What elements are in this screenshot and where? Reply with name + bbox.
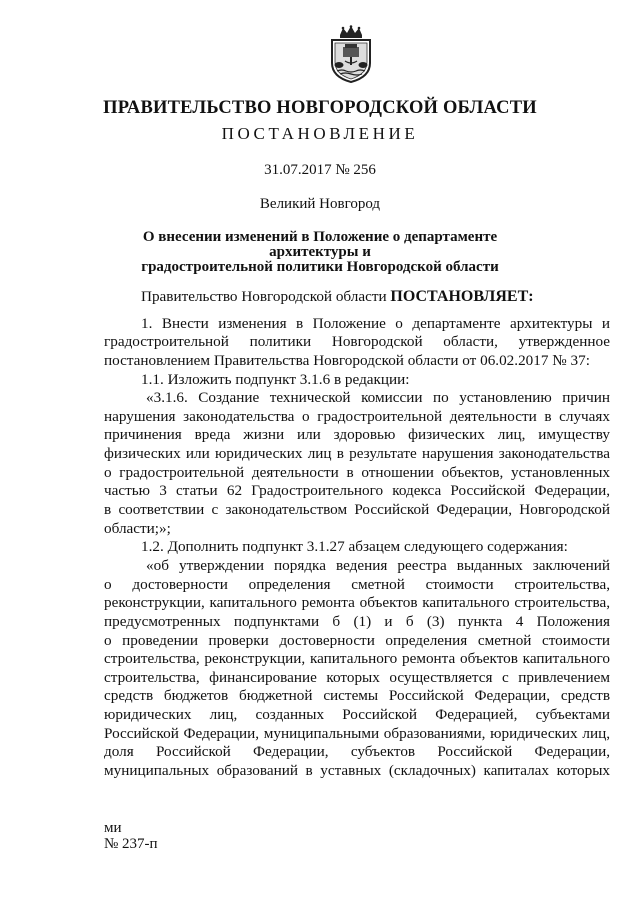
body-line: средств бюджетов бюджетной системы Российской Федерации, средств [104, 687, 610, 705]
footer-initials: ми [104, 820, 122, 836]
body-line: области;»; [104, 519, 171, 537]
body-line: градостроительной политики Новгородской области, утвержденное [104, 333, 610, 351]
document-type: ПОСТАНОВЛЕНИЕ [221, 124, 419, 143]
body-line: нарушения законодательства о градостроительной деятельности в случаях [104, 407, 610, 425]
subject-line: О внесении изменений в Положение о департаменте архитектуры и [142, 229, 498, 260]
footer-number: № 237-п [104, 836, 158, 852]
document-body [104, 288, 610, 781]
document-footer [104, 820, 158, 852]
body-line: строительства, финансирование которых осуществляется с привлечением [104, 668, 610, 686]
body-line: юридических лиц, созданных Российской Федерацией, субъектами [104, 706, 610, 724]
body-line: постановлением Правительства Новгородской области от 06.02.2017 № 37: [104, 351, 590, 369]
subject-line: градостроительной политики Новгородской области [141, 259, 499, 275]
body-line: о достоверности определения сметной стоимости строительства, [104, 575, 610, 593]
preamble-decree: ПОСТАНОВЛЯЕТ: [390, 288, 534, 305]
document-date-number: 31.07.2017 № 256 [264, 162, 376, 178]
government-title: ПРАВИТЕЛЬСТВО НОВГОРОДСКОЙ ОБЛАСТИ [103, 98, 537, 118]
body-line: муниципальных образований в уставных (складочных) капиталах которых [104, 762, 610, 780]
body-line: в соответствии с законодательством Российской Федерации, Новгородской [104, 501, 610, 519]
body-line: 1. Внести изменения в Положение о департаменте архитектуры и [141, 314, 610, 332]
body-line: предусмотренных подпунктами б (1) и б (3) пункта 4 Положения [104, 612, 610, 630]
body-line: о проведении проверки достоверности определения сметной стоимости [104, 631, 610, 649]
body-line: причинения вреда жизни или здоровью физических лиц, имуществу [104, 426, 610, 444]
body-line: «3.1.6. Создание технической комиссии по установлению причин [146, 389, 610, 407]
body-line: 1.2. Дополнить подпункт 3.1.27 абзацем следующего содержания: [141, 538, 568, 556]
preamble-text: Правительство Новгородской области [141, 288, 391, 305]
body-line: частью 3 статьи 62 Градостроительного кодекса Российской Федерации, [104, 482, 610, 500]
body-line: строительства, реконструкции, капитального ремонта объектов капитального [104, 650, 610, 668]
document-subject [100, 230, 540, 275]
body-line: Российской Федерации, муниципальными образованиями, юридических лиц, [104, 724, 610, 742]
body-line: реконструкции, капитального ремонта объектов капитального строительства, [104, 594, 610, 612]
body-line: «об утверждении порядка ведения реестра выданных заключений [146, 556, 610, 574]
body-line: доля Российской Федерации, субъектов Российской Федерации, [104, 743, 610, 761]
preamble [104, 288, 610, 307]
coat-of-arms-icon [326, 25, 376, 83]
document-place: Великий Новгород [259, 196, 381, 212]
body-line: о градостроительной деятельности в отношении объектов, установленных [104, 463, 610, 481]
body-line: физических или юридических лиц в результате нарушения законодательства [104, 445, 610, 463]
body-line: 1.1. Изложить подпункт 3.1.6 в редакции: [141, 370, 410, 388]
